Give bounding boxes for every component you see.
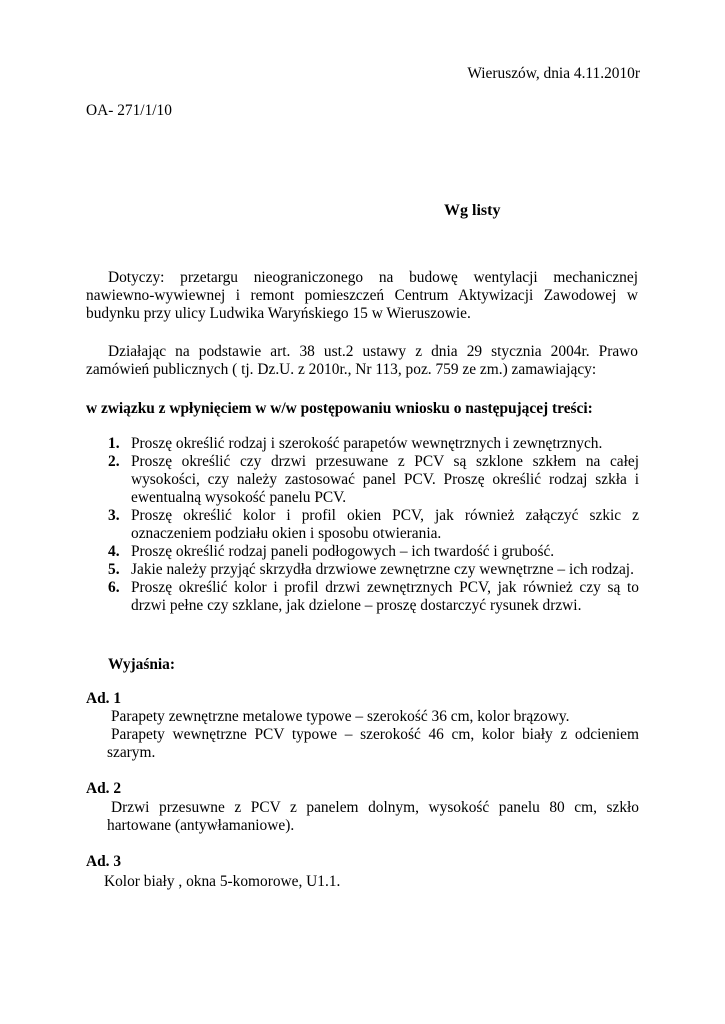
- question-item: [108, 435, 639, 453]
- question-text: Proszę określić kolor i profil drzwi zewnętrznych PCV, jak również czy są to drzwi pełne czy szklane, jak dzielone – proszę dostarczyć rysunek drzwi.: [131, 579, 639, 614]
- place-date: Wieruszów, dnia 4.11.2010r: [467, 65, 640, 82]
- legal-basis-paragraph: Działając na podstawie art. 38 ust.2 ustawy z dnia 29 stycznia 2004r. Prawo zamówień publicznych ( tj. Dz.U. z 2010r., Nr 113, poz. 759 ze zm.) zamawiający:: [86, 343, 638, 378]
- question-text: Proszę określić kolor i profil okien PCV, jak również załączyć szkic z oznaczeniem podziału okien i sposobu otwierania.: [131, 507, 639, 542]
- question-text: Jakie należy przyjąć skrzydła drzwiowe zewnętrzne czy wewnętrzne – ich rodzaj.: [131, 561, 634, 578]
- question-number: 6.: [108, 579, 120, 596]
- question-text: Proszę określić czy drzwi przesuwane z PCV są szklone szkłem na całej wysokości, czy należy zastosować panel PCV. Proszę określić rodzaj szkła i ewentualną wysokość panelu PCV.: [131, 453, 639, 506]
- question-item: [108, 561, 639, 579]
- question-item: [108, 543, 639, 561]
- question-text: Proszę określić rodzaj paneli podłogowych – ich twardość i grubość.: [131, 543, 555, 560]
- question-number: 3.: [108, 507, 120, 524]
- questions-list: [108, 435, 639, 615]
- subject-paragraph: Dotyczy: przetargu nieograniczonego na budowę wentylacji mechanicznej nawiewno-wywiewnej i remont pomieszczeń Centrum Aktywizacji Zawodowej w budynku przy ulicy Ludwika Waryńskiego 15 w Wieruszowie.: [86, 269, 638, 322]
- question-text: Proszę określić rodzaj i szerokość parapetów wewnętrznych i zewnętrznych.: [131, 435, 603, 452]
- question-number: 1.: [108, 435, 120, 452]
- question-item: [108, 507, 639, 543]
- recipient: Wg listy: [444, 202, 501, 219]
- answer-3-body: [104, 873, 636, 891]
- question-item: [108, 579, 639, 615]
- reference-number: OA- 271/1/10: [86, 102, 172, 119]
- answer-line: Parapety wewnętrzne PCV typowe – szerokość 46 cm, kolor biały z odcieniem szarym.: [107, 726, 639, 761]
- question-number: 4.: [108, 543, 120, 560]
- answer-1-body: [107, 708, 639, 762]
- answer-2-body: [107, 799, 639, 835]
- answer-line: Drzwi przesuwne z PCV z panelem dolnym, wysokość panelu 80 cm, szkło hartowane (antywłamaniowe).: [107, 799, 639, 834]
- answer-line: Parapety zewnętrzne metalowe typowe – szerokość 36 cm, kolor brązowy.: [111, 708, 570, 725]
- question-item: [108, 453, 639, 507]
- questions-heading: w związku z wpłynięciem w w/w postępowaniu wniosku o następującej treści:: [86, 400, 593, 417]
- answer-line: Kolor biały , okna 5-komorowe, U1.1.: [104, 873, 341, 890]
- explanations-heading: Wyjaśnia:: [108, 656, 175, 673]
- answer-1-title: Ad. 1: [86, 690, 122, 707]
- answer-2-title: Ad. 2: [86, 780, 122, 797]
- question-number: 5.: [108, 561, 120, 578]
- answer-3-title: Ad. 3: [86, 853, 122, 870]
- question-number: 2.: [108, 453, 120, 470]
